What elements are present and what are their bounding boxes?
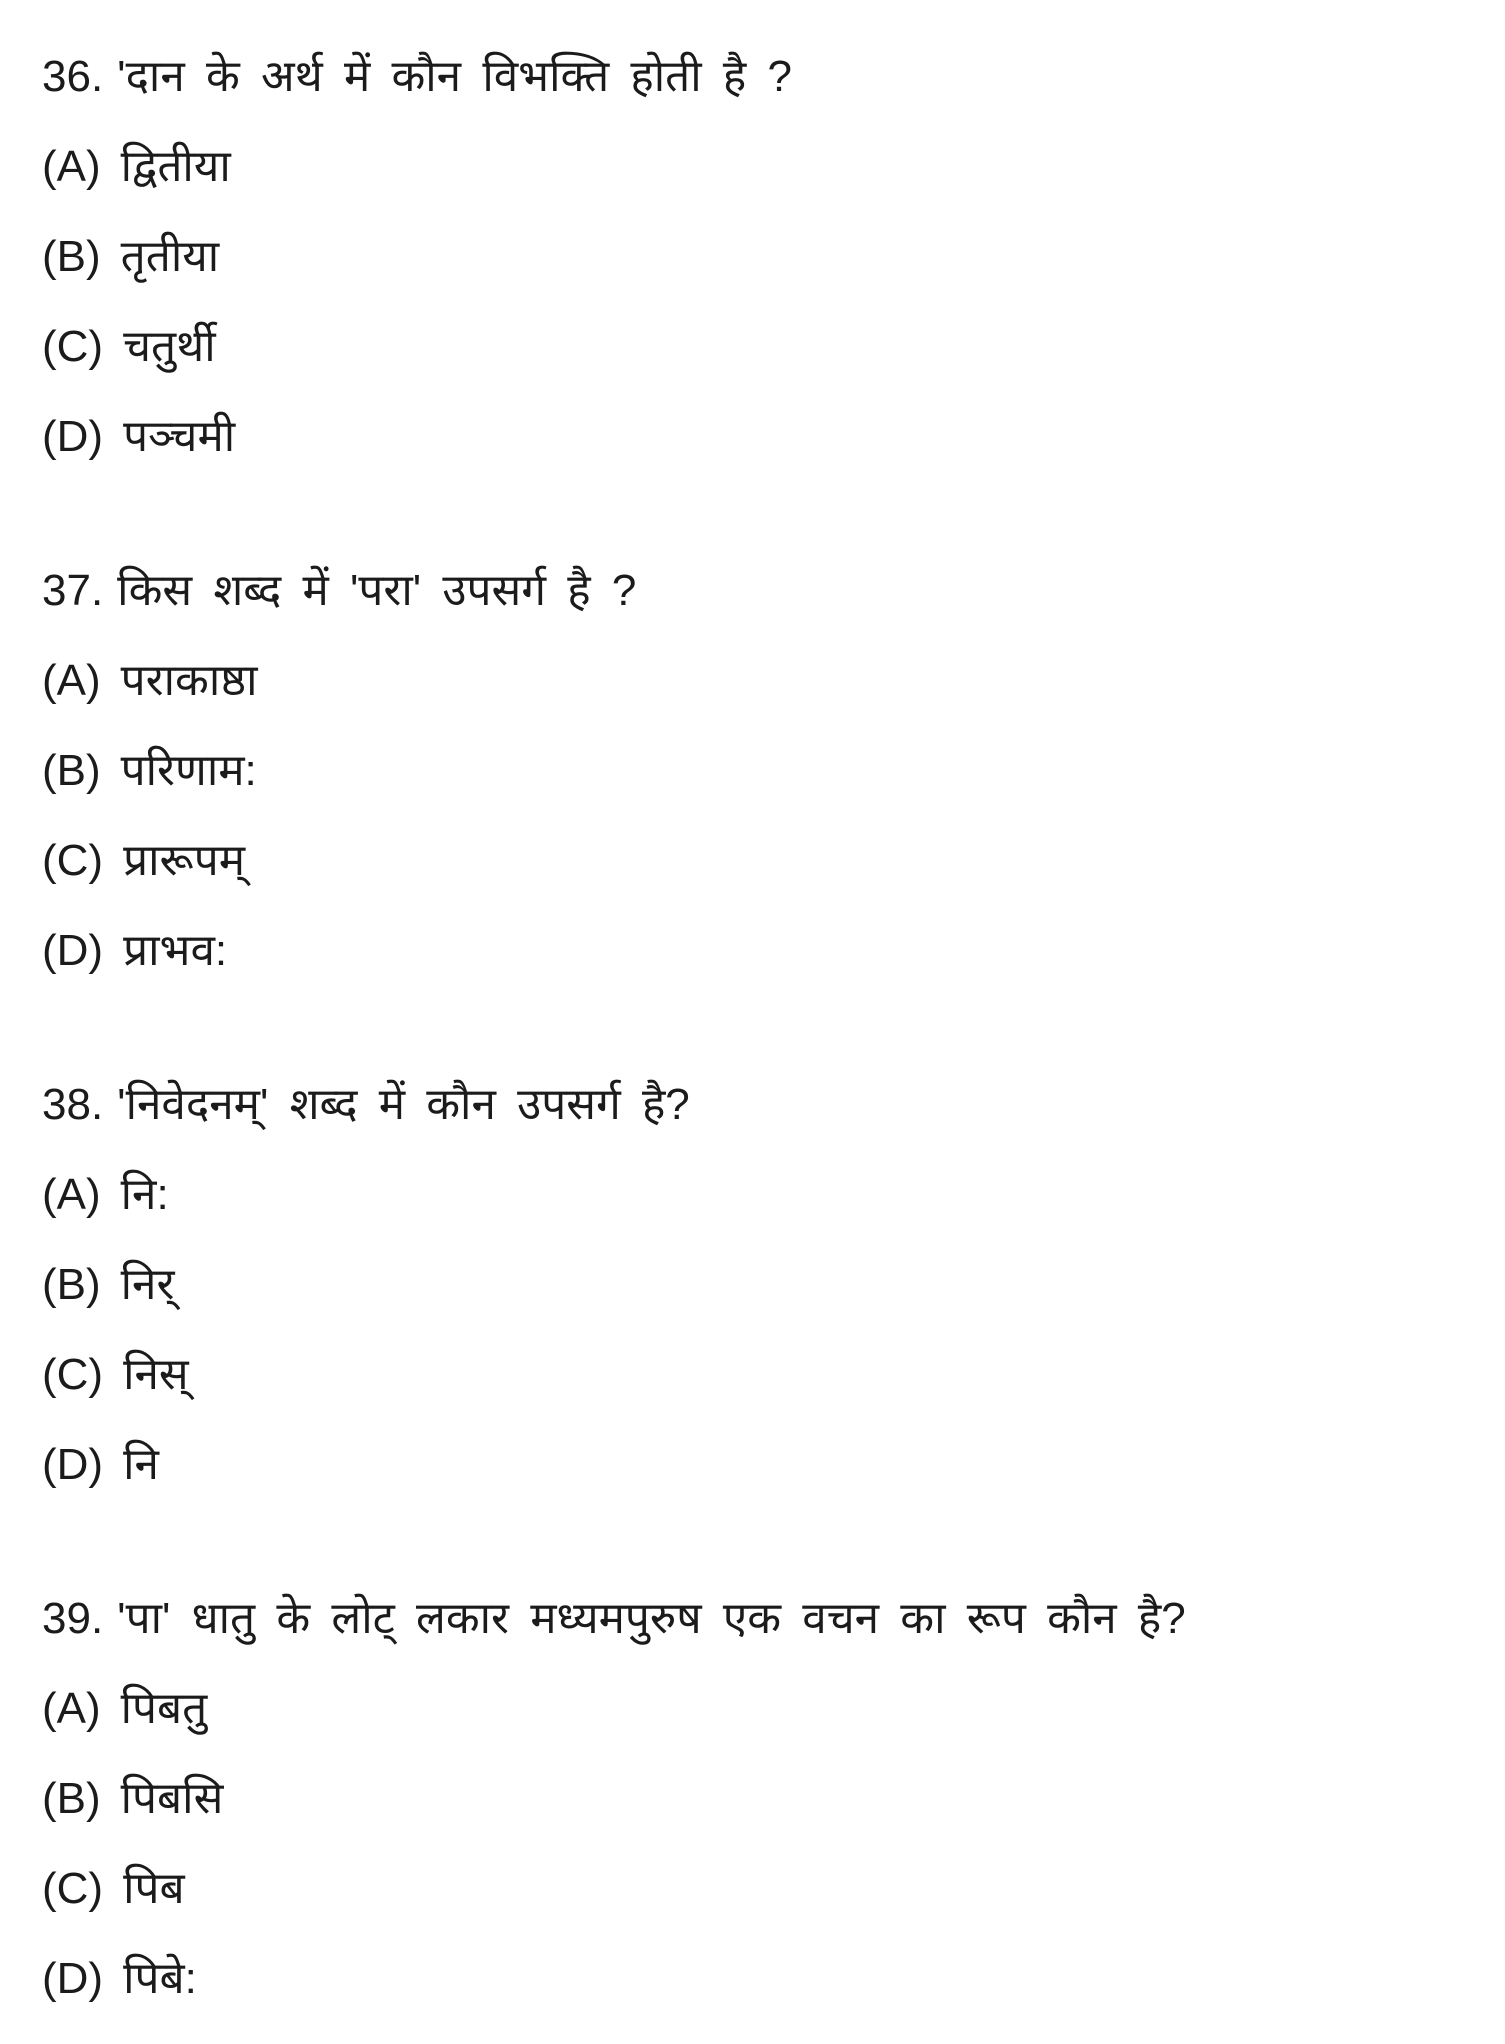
option-row xyxy=(42,322,1465,372)
option-text: पिबसि xyxy=(120,1774,224,1823)
option-text: पिब xyxy=(123,1864,185,1913)
question-39 xyxy=(42,1594,1465,2004)
option-row xyxy=(42,1260,1465,1310)
option-row xyxy=(42,142,1465,192)
question-text: किस शब्द में 'परा' उपसर्ग है ? xyxy=(117,566,637,615)
option-text: पिबे: xyxy=(123,1954,197,2003)
question-text: 'निवेदनम्' शब्द में कौन उपसर्ग है? xyxy=(117,1080,690,1129)
option-label: (D) xyxy=(42,926,104,975)
option-text: नि: xyxy=(120,1170,169,1219)
option-label: (B) xyxy=(42,1774,101,1823)
option-row xyxy=(42,412,1465,462)
option-label: (B) xyxy=(42,1260,101,1309)
option-row xyxy=(42,232,1465,282)
option-text: प्राभव: xyxy=(123,926,228,975)
option-label: (A) xyxy=(42,142,101,191)
question-text: 'दान के अर्थ में कौन विभक्ति होती है ? xyxy=(117,52,792,101)
option-label: (B) xyxy=(42,232,101,281)
option-text: तृतीया xyxy=(120,232,220,281)
question-number: 36. xyxy=(42,52,104,101)
question-heading xyxy=(42,1594,1465,1644)
question-37 xyxy=(42,566,1465,976)
option-row xyxy=(42,1684,1465,1734)
option-label: (D) xyxy=(42,1954,104,2003)
option-row xyxy=(42,926,1465,976)
option-text: निर् xyxy=(120,1260,175,1309)
option-label: (C) xyxy=(42,322,104,371)
option-label: (C) xyxy=(42,1864,104,1913)
question-heading xyxy=(42,566,1465,616)
option-text: प्रारूपम् xyxy=(123,836,246,885)
question-number: 37. xyxy=(42,566,104,615)
option-row xyxy=(42,746,1465,796)
option-label: (B) xyxy=(42,746,101,795)
option-label: (A) xyxy=(42,656,101,705)
option-text: नि xyxy=(123,1440,159,1489)
option-text: द्वितीया xyxy=(120,142,231,191)
question-number: 38. xyxy=(42,1080,104,1129)
option-text: परिणाम: xyxy=(120,746,257,795)
question-38 xyxy=(42,1080,1465,1490)
option-text: पराकाष्ठा xyxy=(120,656,258,705)
question-heading xyxy=(42,1080,1465,1130)
option-label: (A) xyxy=(42,1170,101,1219)
question-number: 39. xyxy=(42,1594,104,1643)
option-row xyxy=(42,1774,1465,1824)
option-label: (C) xyxy=(42,1350,104,1399)
option-row xyxy=(42,1864,1465,1914)
option-text: पञ्चमी xyxy=(123,412,236,461)
question-36 xyxy=(42,52,1465,462)
option-text: पिबतु xyxy=(120,1684,208,1733)
option-label: (D) xyxy=(42,1440,104,1489)
option-text: निस् xyxy=(123,1350,189,1399)
option-label: (A) xyxy=(42,1684,101,1733)
question-heading xyxy=(42,52,1465,102)
option-row xyxy=(42,1350,1465,1400)
option-text: चतुर्थी xyxy=(123,322,216,371)
option-row xyxy=(42,656,1465,706)
question-text: 'पा' धातु के लोट् लकार मध्यमपुरुष एक वचन का रूप कौन है? xyxy=(117,1594,1186,1643)
option-label: (D) xyxy=(42,412,104,461)
option-row xyxy=(42,1170,1465,1220)
option-row xyxy=(42,1954,1465,2004)
option-row xyxy=(42,836,1465,886)
option-row xyxy=(42,1440,1465,1490)
option-label: (C) xyxy=(42,836,104,885)
